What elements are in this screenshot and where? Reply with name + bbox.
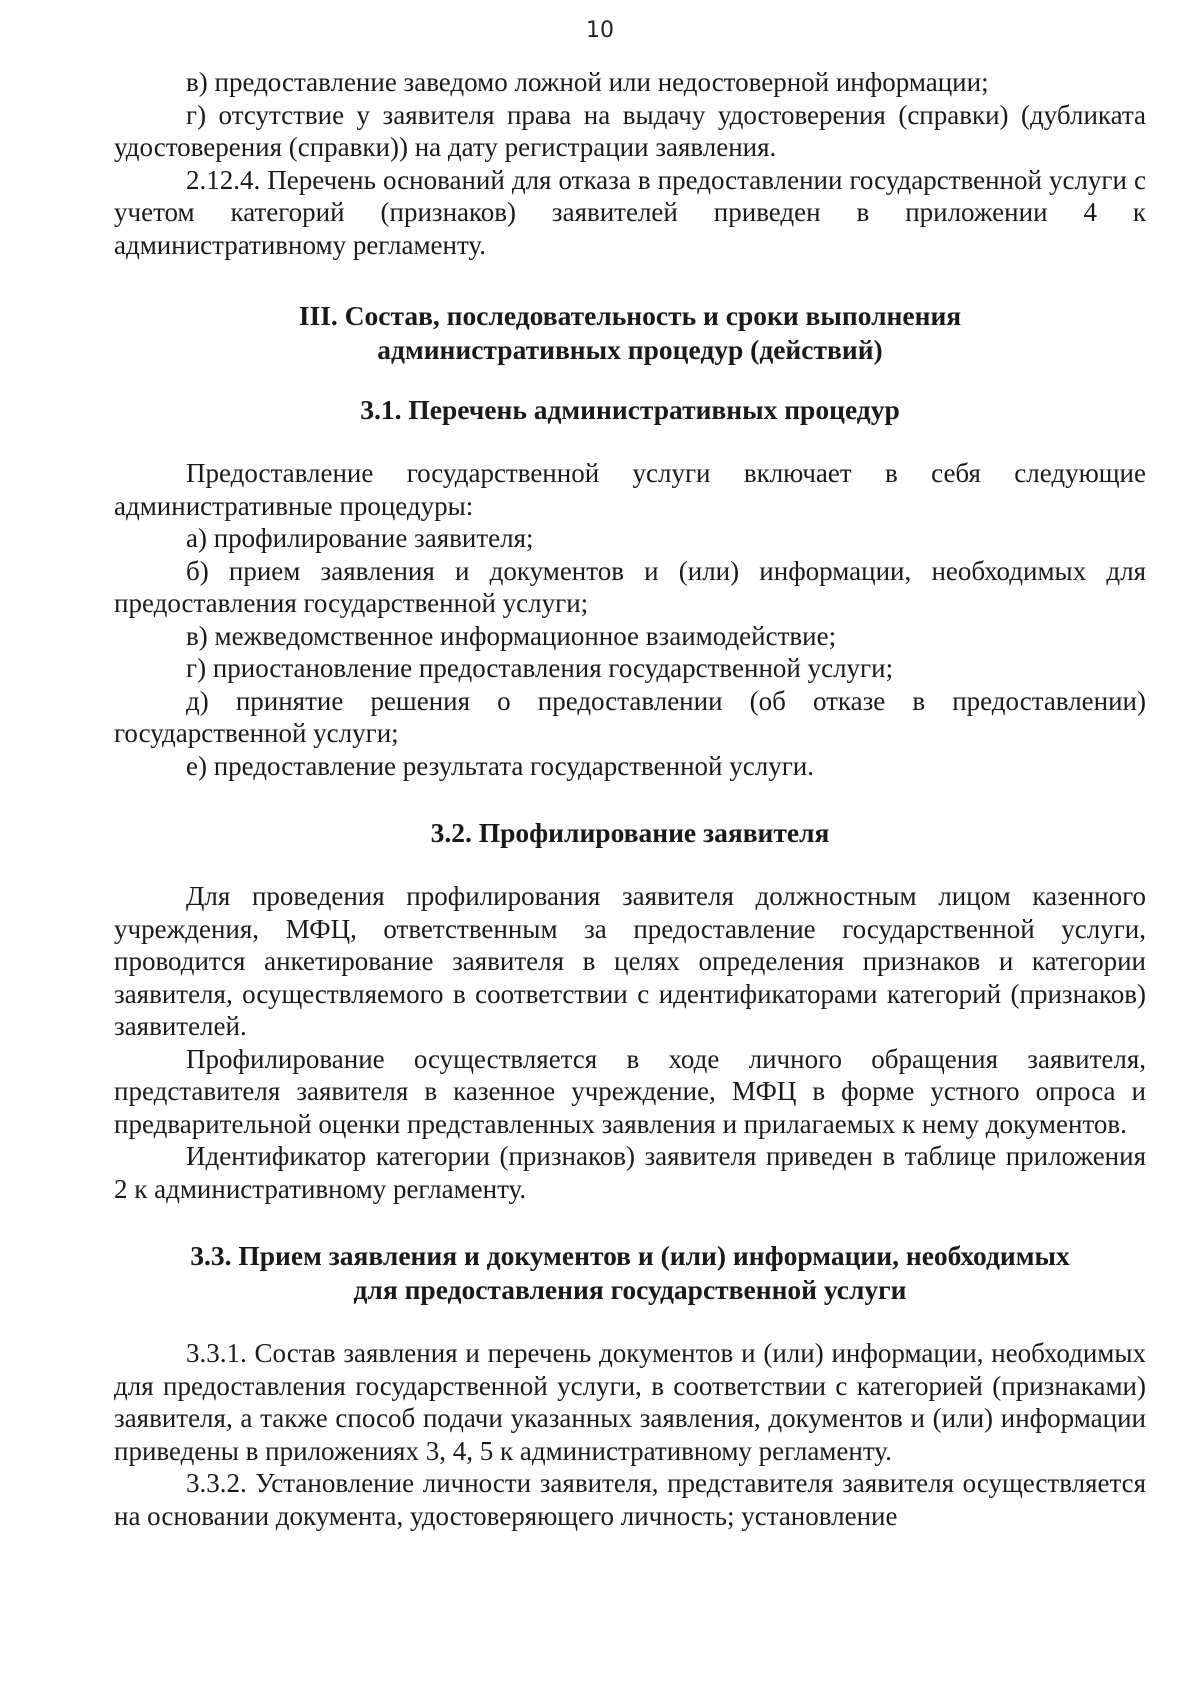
list-item: в) межведомственное информационное взаимодействие; (186, 620, 837, 651)
subsection-3-2-title: 3.2. Профилирование заявителя (430, 817, 830, 848)
list-item: д) принятие решения о предоставлении (об отказе в предоставлении) государственной услуги; (114, 685, 1146, 748)
list-item: б) прием заявления и документов и (или) информации, необходимых для предоставления государственной услуги; (114, 555, 1146, 618)
subsection-3-1-intro: Предоставление государственной услуги включает в себя следующие административные процедуры: (114, 458, 1146, 521)
subsection-3-1-title: 3.1. Перечень административных процедур (360, 394, 900, 425)
list-item: е) предоставление результата государственной услуги. (186, 750, 814, 781)
document-body (114, 66, 1146, 1532)
subsection-3-2-paragraph-3: Идентификатор категории (признаков) заявителя приведен в таблице приложения 2 к административному регламенту. (114, 1141, 1146, 1204)
subsection-3-2-paragraph-2: Профилирование осуществляется в ходе личного обращения заявителя, представителя заявителя в казенное учреждение, МФЦ в форме устного опроса и предварительной оценки представленных заявления и прилагаемых к нему документов. (114, 1043, 1146, 1139)
paragraph-item-v: в) предоставление заведомо ложной или недостоверной информации; (186, 67, 989, 97)
list-item: г) приостановление предоставления государственной услуги; (186, 653, 894, 683)
page-number: 10 (586, 18, 614, 43)
paragraph-2-12-4: 2.12.4. Перечень оснований для отказа в предоставлении государственной услуги с учетом категорий (признаков) заявителей приведен в приложении 4 к административному регламенту. (114, 164, 1146, 260)
list-item: а) профилирование заявителя; (186, 523, 534, 553)
subsection-3-3-title-line-2: для предоставления государственной услуги (353, 1274, 907, 1305)
paragraph-3-3-1: 3.3.1. Состав заявления и перечень документов и (или) информации, необходимых для предоставления государственной услуги, в соответствии с категорией (признаками) заявителя, а также способ подачи указанных заявления, документов и (или) информации приведены в приложениях 3, 4, 5 к административному регламенту. (114, 1338, 1146, 1466)
section-3-title-line-1: III. Состав, последовательность и сроки выполнения (298, 300, 962, 331)
subsection-3-3-title-line-1: 3.3. Прием заявления и документов и (или) информации, необходимых (190, 1240, 1070, 1271)
subsection-3-2-paragraph-1: Для проведения профилирования заявителя должностным лицом казенного учреждения, МФЦ, ответственным за предоставление государственной услуги, проводится анкетирование заявителя в целях определения признаков и категории заявителя, осуществляемого в соответствии с идентификаторами категорий (признаков) заявителей. (114, 881, 1146, 1041)
subsection-3-3-title (114, 1239, 1146, 1307)
paragraph-3-3-2: 3.3.2. Установление личности заявителя, представителя заявителя осуществляется на основании документа, удостоверяющего личность; установление (114, 1468, 1146, 1531)
paragraph-item-g: г) отсутствие у заявителя права на выдачу удостоверения (справки) (дубликата удостоверения (справки)) на дату регистрации заявления. (114, 99, 1146, 162)
section-3-title-line-2: административных процедур (действий) (377, 334, 883, 365)
section-3-title (114, 299, 1146, 367)
